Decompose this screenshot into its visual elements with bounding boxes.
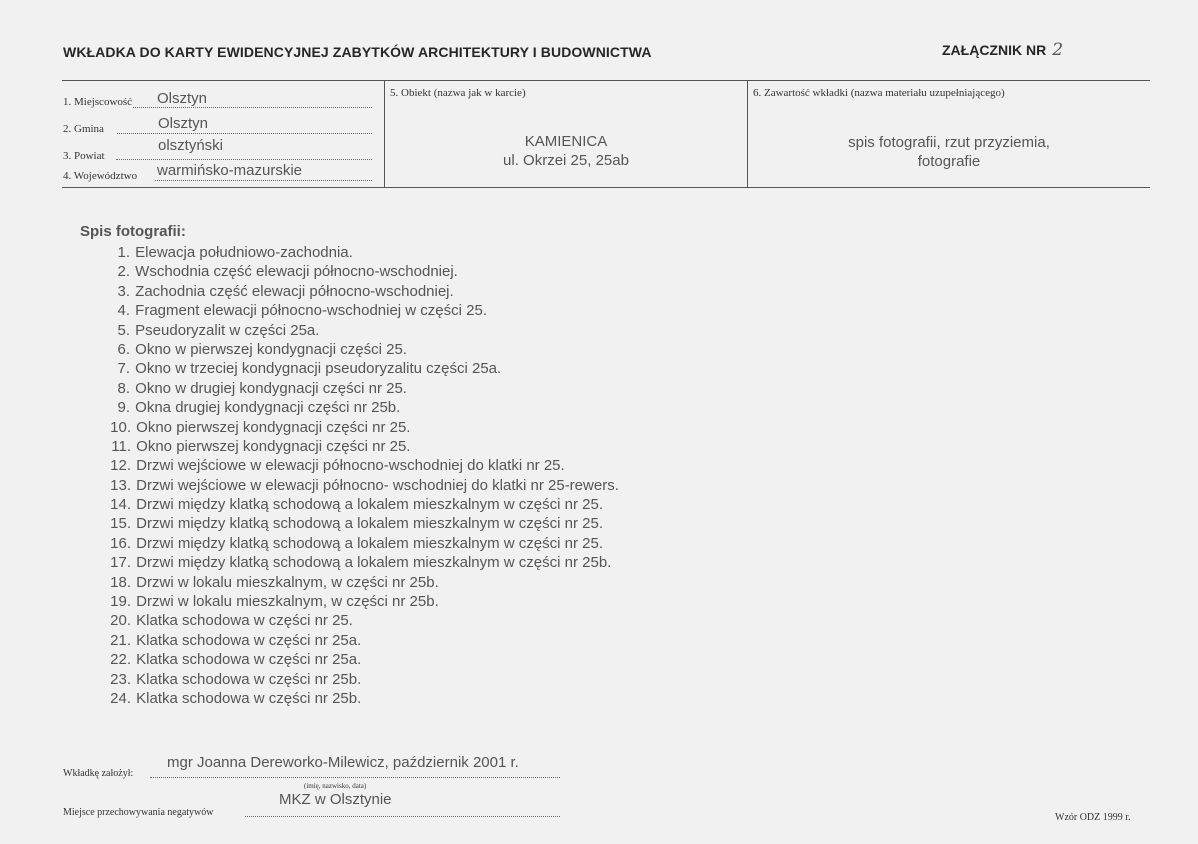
photo-list-item-number: 10. bbox=[110, 418, 131, 436]
photo-list-item-text: Klatka schodowa w części nr 25. bbox=[136, 612, 353, 630]
author-hint: (imię, nazwisko, data) bbox=[304, 782, 367, 790]
photo-list-item-text: Drzwi między klatką schodową a lokalem mieszkalnym w części nr 25. bbox=[136, 515, 603, 533]
gmina-line bbox=[117, 133, 372, 134]
photo-list-item-number: 4. bbox=[117, 302, 130, 320]
photo-list-item-text: Drzwi w lokalu mieszkalnym, w części nr 25b. bbox=[136, 573, 439, 591]
object-name: KAMIENICA bbox=[524, 133, 608, 150]
photo-list-item-text: Okno pierwszej kondygnacji części nr 25. bbox=[136, 437, 411, 455]
photo-list-item bbox=[104, 398, 619, 417]
photo-list-item-text: Okno w drugiej kondygnacji części nr 25. bbox=[135, 379, 407, 397]
table-bottom-border bbox=[62, 187, 1150, 188]
photo-list-item-text: Drzwi między klatką schodową a lokalem mieszkalnym w części nr 25. bbox=[136, 534, 603, 552]
photo-list-item-number: 1. bbox=[117, 244, 130, 261]
photo-list-item-number: 23. bbox=[110, 670, 131, 688]
photo-list-item-text: Klatka schodowa w części nr 25b. bbox=[136, 670, 362, 688]
wojewodztwo-value: warmińsko-mazurskie bbox=[157, 162, 303, 179]
author-line bbox=[150, 777, 560, 778]
author-label: Wkładkę założył: bbox=[63, 768, 134, 779]
object-address: ul. Okrzei 25, 25ab bbox=[503, 152, 629, 169]
photo-list-item bbox=[104, 611, 619, 630]
annex-label-text: ZAŁĄCZNIK NR bbox=[942, 42, 1047, 58]
photo-list-item bbox=[104, 670, 619, 689]
photo-list-item bbox=[104, 631, 619, 650]
form-version: Wzór ODZ 1999 r. bbox=[1055, 812, 1131, 823]
photo-list-item-number: 22. bbox=[110, 651, 131, 669]
photo-list-item bbox=[104, 379, 619, 398]
photo-list-item-number: 20. bbox=[110, 612, 131, 630]
photo-list-item-number: 2. bbox=[117, 263, 130, 281]
annex-label bbox=[942, 40, 1063, 60]
photo-list-item-text: Okno w pierwszej kondygnacji części 25. bbox=[135, 340, 407, 358]
photo-list bbox=[104, 243, 619, 708]
contents-line-1: spis fotografii, rzut przyziemia, bbox=[848, 134, 1050, 151]
photo-list-item-number: 3. bbox=[117, 282, 130, 300]
negatives-value: MKZ w Olsztynie bbox=[279, 791, 392, 808]
photo-list-item-text: Klatka schodowa w części nr 25a. bbox=[136, 631, 362, 649]
form-title: WKŁADKA DO KARTY EWIDENCYJNEJ ZABYTKÓW ARCHITEKTURY I BUDOWNICTWA bbox=[63, 44, 652, 60]
photo-list-item bbox=[104, 282, 619, 301]
photo-list-item-text: Drzwi wejściowe w elewacji północno-wschodniej do klatki nr 25. bbox=[136, 457, 565, 475]
photo-list-item bbox=[104, 418, 619, 437]
photo-list-item bbox=[104, 456, 619, 475]
photo-list-item-number: 9. bbox=[117, 399, 130, 417]
table-top-border bbox=[62, 80, 1150, 81]
photo-list-item bbox=[104, 573, 619, 592]
photo-list-item-text: Pseudoryzalit w części 25a. bbox=[135, 321, 320, 339]
miejscowosc-value: Olsztyn bbox=[157, 90, 208, 107]
photo-list-item-number: 12. bbox=[110, 457, 131, 475]
photo-list-item-text: Okna drugiej kondygnacji części nr 25b. bbox=[135, 399, 401, 417]
photo-list-item-number: 5. bbox=[117, 321, 130, 339]
photo-list-item-text: Elewacja południowo-zachodnia. bbox=[135, 244, 353, 261]
photo-list-item bbox=[104, 534, 619, 553]
miejscowosc-line bbox=[133, 107, 372, 108]
photo-list-item bbox=[104, 321, 619, 340]
photo-list-item-text: Drzwi między klatką schodową a lokalem mieszkalnym w części nr 25b. bbox=[136, 554, 612, 572]
photo-list-item-number: 21. bbox=[110, 631, 131, 649]
powiat-line bbox=[116, 159, 372, 160]
photo-list-item-number: 19. bbox=[110, 593, 131, 611]
photo-list-item-text: Okno w trzeciej kondygnacji pseudoryzalitu części 25a. bbox=[135, 360, 502, 378]
photo-list-item-number: 6. bbox=[117, 340, 130, 358]
negatives-line bbox=[245, 816, 560, 817]
powiat-value: olsztyński bbox=[158, 137, 224, 154]
photo-list-item-number: 14. bbox=[110, 496, 131, 514]
contents-value bbox=[748, 133, 1150, 171]
photo-list-item-text: Klatka schodowa w części nr 25b. bbox=[136, 689, 362, 707]
photo-list-item bbox=[104, 437, 619, 456]
annex-number: 2 bbox=[1052, 40, 1064, 60]
object-label: 5. Obiekt (nazwa jak w karcie) bbox=[390, 87, 526, 99]
photo-list-item bbox=[104, 689, 619, 708]
photo-list-item bbox=[104, 359, 619, 378]
wojewodztwo-line bbox=[155, 180, 372, 181]
wojewodztwo-label: 4. Województwo bbox=[63, 170, 138, 182]
photo-list-item-number: 11. bbox=[111, 437, 131, 455]
photo-list-item-number: 13. bbox=[110, 476, 131, 494]
photo-list-item-number: 17. bbox=[110, 554, 131, 572]
photo-list-item bbox=[104, 592, 619, 611]
negatives-label: Miejsce przechowywania negatywów bbox=[63, 807, 214, 818]
photo-list-item bbox=[104, 340, 619, 359]
photo-list-item-number: 8. bbox=[117, 379, 130, 397]
photo-list-item bbox=[104, 495, 619, 514]
contents-line-2: fotografie bbox=[917, 153, 981, 170]
photo-list-item bbox=[104, 650, 619, 669]
powiat-label: 3. Powiat bbox=[63, 150, 105, 162]
photo-list-item-number: 18. bbox=[110, 573, 131, 591]
photo-list-item-text: Okno pierwszej kondygnacji części nr 25. bbox=[136, 418, 411, 436]
photo-list-item-number: 15. bbox=[110, 515, 131, 533]
photo-list-item bbox=[104, 243, 619, 262]
object-value bbox=[385, 132, 747, 170]
photo-list-item-number: 24. bbox=[110, 689, 131, 707]
photo-list-item bbox=[104, 262, 619, 281]
photo-list-item-text: Drzwi między klatką schodową a lokalem mieszkalnym w części nr 25. bbox=[136, 496, 603, 514]
miejscowosc-label: 1. Miejscowość bbox=[63, 96, 133, 108]
photo-list-item-number: 7. bbox=[117, 360, 130, 378]
photo-list-item-text: Zachodnia część elewacji północno-wschodniej. bbox=[135, 282, 454, 300]
photo-list-title: Spis fotografii: bbox=[80, 223, 186, 240]
photo-list-item-text: Fragment elewacji północno-wschodniej w części 25. bbox=[135, 302, 488, 320]
photo-list-item-text: Drzwi w lokalu mieszkalnym, w części nr 25b. bbox=[136, 593, 439, 611]
photo-list-item-text: Drzwi wejściowe w elewacji północno- wschodniej do klatki nr 25-rewers. bbox=[136, 476, 619, 494]
author-value: mgr Joanna Dereworko-Milewicz, październik 2001 r. bbox=[167, 754, 519, 771]
photo-list-item-text: Klatka schodowa w części nr 25a. bbox=[136, 651, 362, 669]
gmina-value: Olsztyn bbox=[158, 115, 209, 132]
photo-list-item bbox=[104, 476, 619, 495]
gmina-label: 2. Gmina bbox=[63, 123, 104, 135]
photo-list-item-number: 16. bbox=[110, 534, 131, 552]
contents-label: 6. Zawartość wkładki (nazwa materiału uzupełniającego) bbox=[753, 87, 1005, 99]
photo-list-item bbox=[104, 301, 619, 320]
photo-list-item bbox=[104, 553, 619, 572]
photo-list-item-text: Wschodnia część elewacji północno-wschodniej. bbox=[135, 263, 458, 281]
photo-list-item bbox=[104, 514, 619, 533]
